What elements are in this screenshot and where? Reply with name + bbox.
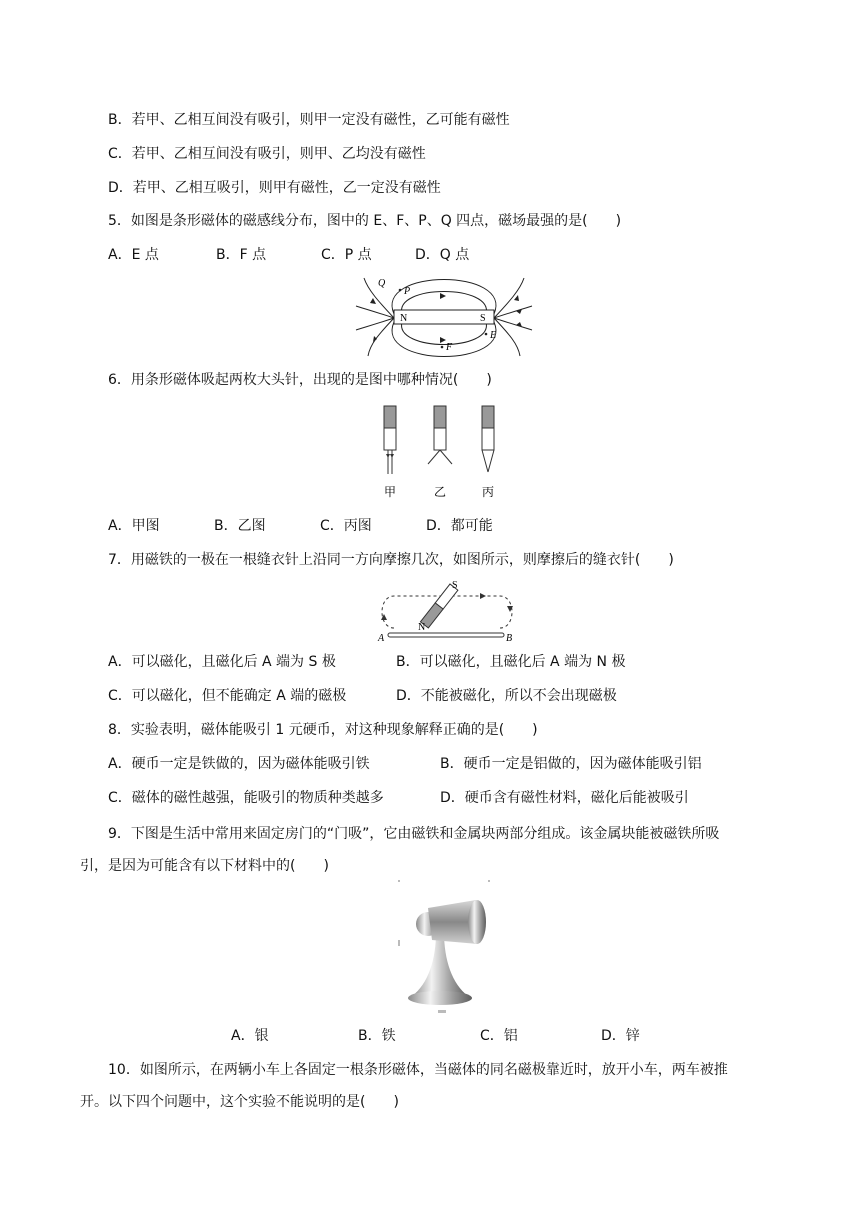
q9-option-d: D．锌 — [601, 1028, 640, 1044]
q9-option-b: B．铁 — [358, 1028, 396, 1044]
figure-label-yi: 乙 — [434, 485, 447, 499]
field-line-right-4 — [494, 318, 520, 356]
magnet-n-label: N — [418, 622, 426, 633]
point-e-label: E — [490, 330, 497, 341]
figure-label-jia: 甲 — [384, 485, 397, 499]
q5-stem: 5．如图是条形磁体的磁感线分布，图中的 E、F、P、Q 四点，磁场最强的是( ) — [108, 213, 622, 229]
figure-label-bing: 丙 — [482, 485, 495, 499]
q8-option-b: B．硬币一定是铝做的，因为磁体能吸引铝 — [440, 756, 702, 772]
q6-stem: 6．用条形磁体吸起两枚大头针，出现的是图中哪种情况( ) — [108, 372, 492, 388]
magnet-yi — [428, 406, 452, 464]
point-q-label: Q — [378, 278, 386, 289]
magnet-bing — [482, 406, 494, 472]
needle-b-label: B — [506, 633, 513, 644]
arrow-left-4 — [373, 336, 377, 342]
q8-stem: 8．实验表明，磁体能吸引 1 元硬币，对这种现象解释正确的是( ) — [108, 722, 538, 738]
q6-option-d: D．都可能 — [426, 518, 493, 534]
bar-magnet — [394, 310, 494, 324]
magnet-n-pole-label: N — [400, 313, 408, 324]
q9-stem-line1: 9．下图是生活中常用来固定房门的“门吸”，它由磁铁和金属块两部分组成。该金属块能被磁铁所吸 — [108, 826, 720, 842]
magnet-jia — [384, 406, 396, 474]
q6-option-c: C．丙图 — [320, 518, 372, 534]
q9-option-a: A．银 — [231, 1028, 269, 1044]
q7-option-d: D．不能被磁化，所以不会出现磁极 — [396, 688, 617, 704]
q7-option-b: B．可以磁化，且磁化后 A 端为 N 极 — [396, 654, 626, 670]
needle-rubbing-figure — [374, 578, 520, 644]
q4-option-c: C．若甲、乙相互间没有吸引，则甲、乙均没有磁性 — [108, 146, 426, 162]
magnet-s-pole-label: S — [480, 313, 486, 324]
point-p-label: P — [404, 286, 411, 297]
q4-option-d: D．若甲、乙相互吸引，则甲有磁性，乙一定没有磁性 — [108, 180, 441, 196]
magnet-s-label: S — [452, 580, 458, 591]
arrow-top — [440, 293, 446, 299]
point-e-dot — [485, 333, 488, 336]
q10-stem-line2: 开。以下四个问题中，这个实验不能说明的是( ) — [80, 1094, 399, 1110]
q4-option-b: B．若甲、乙相互间没有吸引，则甲一定没有磁性，乙可能有磁性 — [108, 112, 510, 128]
field-line-inner-bottom — [402, 322, 487, 345]
point-f-dot — [441, 346, 444, 349]
q5-option-c: C．P 点 — [321, 247, 372, 263]
q8-option-d: D．硬币含有磁性材料，磁化后能被吸引 — [440, 790, 689, 806]
rubbing-arrow-top — [480, 593, 486, 599]
q9-option-c: C．铝 — [480, 1028, 518, 1044]
bar-magnet-field-figure — [354, 272, 534, 358]
q7-stem: 7．用磁铁的一极在一根缝衣针上沿同一方向摩擦几次，如图所示，则摩擦后的缝衣针( ) — [108, 552, 674, 568]
needle-a-label: A — [378, 633, 385, 644]
q8-option-a: A．硬币一定是铁做的，因为磁体能吸引铁 — [108, 756, 370, 772]
q6-option-b: B．乙图 — [214, 518, 266, 534]
q7-option-a: A．可以磁化，且磁化后 A 端为 S 极 — [108, 654, 336, 670]
q5-option-b: B．F 点 — [216, 247, 267, 263]
pins-figure — [378, 404, 502, 500]
q7-option-c: C．可以磁化，但不能确定 A 端的磁极 — [108, 688, 347, 704]
q5-option-a: A．E 点 — [108, 247, 159, 263]
arrow-right-1 — [514, 295, 519, 301]
point-f-label: F — [446, 342, 453, 353]
field-line-left-4 — [368, 318, 394, 356]
q8-option-c: C．磁体的磁性越强，能吸引的物质种类越多 — [108, 790, 384, 806]
q9-stem-line2: 引，是因为可能含有以下材料中的( ) — [80, 858, 329, 874]
point-p-dot — [399, 289, 402, 292]
sewing-needle — [388, 633, 504, 637]
q5-option-d: D．Q 点 — [415, 247, 470, 263]
door-stopper-image — [398, 880, 492, 1014]
q10-stem-line1: 10．如图所示，在两辆小车上各固定一根条形磁体，当磁体的同名磁极靠近时，放开小车，两车被推 — [108, 1062, 728, 1078]
q6-option-a: A．甲图 — [108, 518, 160, 534]
arrow-left-1 — [370, 298, 376, 304]
